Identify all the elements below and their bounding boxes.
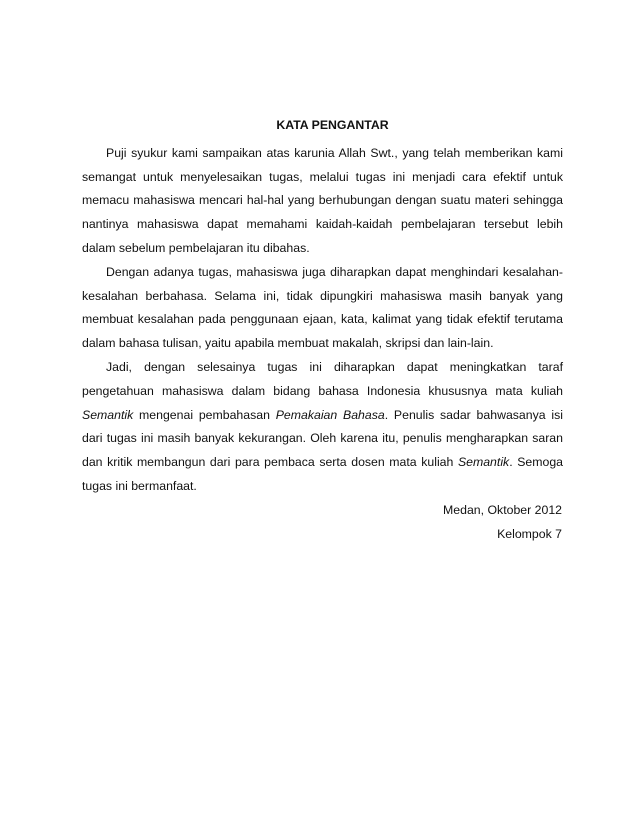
course-name-italic: Semantik bbox=[82, 407, 134, 422]
place-date: Medan, Oktober 2012 bbox=[443, 502, 562, 517]
paragraph-3-text-a: Jadi, dengan selesainya tugas ini diharapkan dapat meningkatkan taraf pengetahuan mahasiswa dalam bidang bahasa Indonesia khususnya mata kuliah bbox=[82, 359, 563, 398]
paragraph-1-text: Puji syukur kami sampaikan atas karunia Allah Swt., yang telah memberikan kami semangat untuk menyelesaikan tugas, melalui tugas ini menjadi cara efektif untuk memacu mahasiswa mencari hal-hal yang berhubungan dengan suatu materi sehingga nantinya mahasiswa dapat memahami kaidah-kaidah pembelajaran tersebut lebih dalam sebelum pembelajaran itu dibahas. bbox=[82, 145, 563, 255]
paragraph-2 bbox=[82, 261, 563, 356]
topic-name-italic: Pemakaian Bahasa bbox=[275, 407, 385, 422]
paragraph-2-text: Dengan adanya tugas, mahasiswa juga diharapkan dapat menghindari kesalahan-kesalahan berbahasa. Selama ini, tidak dipungkiri mahasiswa masih banyak yang membuat kesalahan pada penggunaan ejaan, kata, kalimat yang tidak efektif terutama dalam bahasa tulisan, yaitu apabila membuat makalah, skripsi dan lain-lain. bbox=[82, 264, 563, 351]
document-body bbox=[82, 114, 563, 546]
paragraph-1 bbox=[82, 142, 563, 261]
paragraph-3 bbox=[82, 356, 563, 499]
document-title: KATA PENGANTAR bbox=[276, 118, 389, 132]
paragraph-3-text-d: . Semoga tugas ini bermanfaat. bbox=[82, 455, 563, 493]
course-name-italic-2: Semantik bbox=[457, 455, 510, 470]
paragraph-3-text-c: . Penulis sadar bahwasanya isi dari tugas ini masih banyak kekurangan. Oleh karena itu, penulis mengharapkan saran dan kritik membangun dari para pembaca serta dosen mata kuliah bbox=[82, 407, 563, 470]
author-group: Kelompok 7 bbox=[497, 526, 562, 541]
paragraph-3-text-b: mengenai pembahasan bbox=[133, 407, 276, 422]
closing-block bbox=[82, 499, 563, 547]
